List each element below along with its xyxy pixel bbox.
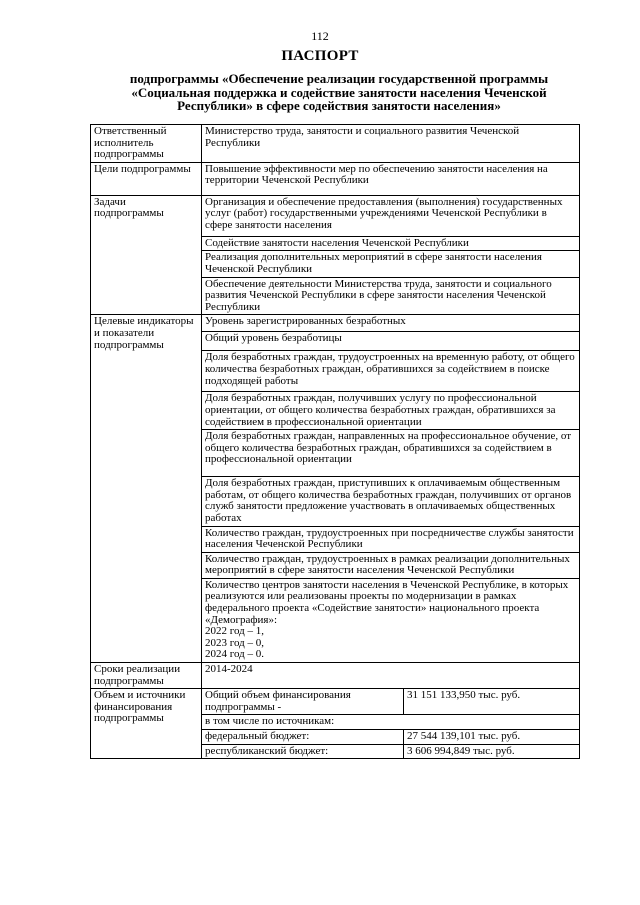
funding-federal-label: федеральный бюджет:	[202, 730, 404, 745]
task-item: Содействие занятости населения Чеченской Республики	[202, 236, 580, 251]
indicator-item: Доля безработных граждан, трудоустроенных на временную работу, от общего количества безработных граждан, обратившихся за содействием в поиске подходящей работы	[202, 351, 580, 392]
centers-year: 2024 год – 0.	[205, 648, 265, 661]
centers-text: Количество центров занятости населения в Чеченской Республике, в которых реализуются или реализованы проекты по модернизации в рамках федерального проекта «Содействие занятости» национального проекта «Демография»:	[205, 578, 569, 626]
centers-year: 2022 год – 1,	[205, 625, 265, 638]
row-terms	[91, 663, 580, 689]
row-goals	[91, 162, 580, 195]
indicator-centers	[202, 578, 580, 662]
row-indicators	[91, 315, 580, 332]
value-terms: 2014-2024	[202, 663, 580, 689]
label-terms: Сроки реализации подпрограммы	[91, 663, 202, 689]
label-responsible: Ответственный исполнитель подпрограммы	[91, 125, 202, 163]
document-subtitle: подпрограммы «Обеспечение реализации государственной программы «Социальная поддержка и содействие занятости населения Чеченской Республики» в сфере содействия занятости населения»	[129, 71, 549, 113]
row-responsible	[91, 125, 580, 163]
page-number: 112	[311, 29, 329, 43]
label-indicators: Целевые индикаторы и показатели подпрограммы	[91, 315, 202, 663]
task-item: Обеспечение деятельности Министерства труда, занятости и социального развития Чеченской Республики в сфере занятости населения Чеченской Республики	[202, 277, 580, 315]
funding-republic-label: республиканский бюджет:	[202, 744, 404, 758]
passport-table	[90, 124, 580, 759]
task-item: Реализация дополнительных мероприятий в сфере занятости населения Чеченской Республики	[202, 251, 580, 277]
task-item: Организация и обеспечение предоставления (выполнения) государственных услуг (работ) государственными учреждениями Чеченской Республики в сфере занятости населения	[202, 195, 580, 236]
label-funding: Объем и источники финансирования подпрограммы	[91, 689, 202, 759]
label-goals: Цели подпрограммы	[91, 162, 202, 195]
indicator-item: Количество граждан, трудоустроенных при посредничестве службы занятости населения Чеченской Республики	[202, 526, 580, 552]
indicator-item: Уровень зарегистрированных безработных	[202, 315, 580, 332]
funding-total-label: Общий объем финансирования подпрограммы -	[202, 689, 404, 715]
document-title: ПАСПОРТ	[281, 48, 359, 64]
indicator-item: Доля безработных граждан, получивших услугу по профессиональной ориентации, от общего количества безработных граждан, обратившихся за содействием в профессиональной ориентации	[202, 392, 580, 430]
indicator-item: Общий уровень безработицы	[202, 332, 580, 351]
row-tasks	[91, 195, 580, 236]
indicator-item: Количество граждан, трудоустроенных в рамках реализации дополнительных мероприятий в сфере занятости населения Чеченской Республики	[202, 552, 580, 578]
indicator-item: Доля безработных граждан, направленных на профессиональное обучение, от общего количества безработных граждан, обратившихся за содействием в профессиональной ориентации	[202, 430, 580, 477]
funding-federal-value: 27 544 139,101 тыс. руб.	[404, 730, 580, 745]
centers-year: 2023 год – 0,	[205, 636, 265, 649]
row-funding	[91, 689, 580, 759]
label-tasks: Задачи подпрограммы	[91, 195, 202, 315]
funding-table	[202, 689, 579, 758]
value-goals: Повышение эффективности мер по обеспечению занятости населения на территории Чеченской Республики	[202, 162, 580, 195]
indicator-item: Доля безработных граждан, приступивших к оплачиваемым общественным работам, от общего количества безработных граждан, получивших от органов служб занятости предложение участвовать в оплачиваемых общественных работах	[202, 477, 580, 526]
funding-total-value: 31 151 133,950 тыс. руб.	[404, 689, 580, 715]
funding-republic-value: 3 606 994,849 тыс. руб.	[404, 744, 580, 758]
value-responsible: Министерство труда, занятости и социального развития Чеченской Республики	[202, 125, 580, 163]
funding-sources-label: в том числе по источникам:	[202, 715, 579, 730]
